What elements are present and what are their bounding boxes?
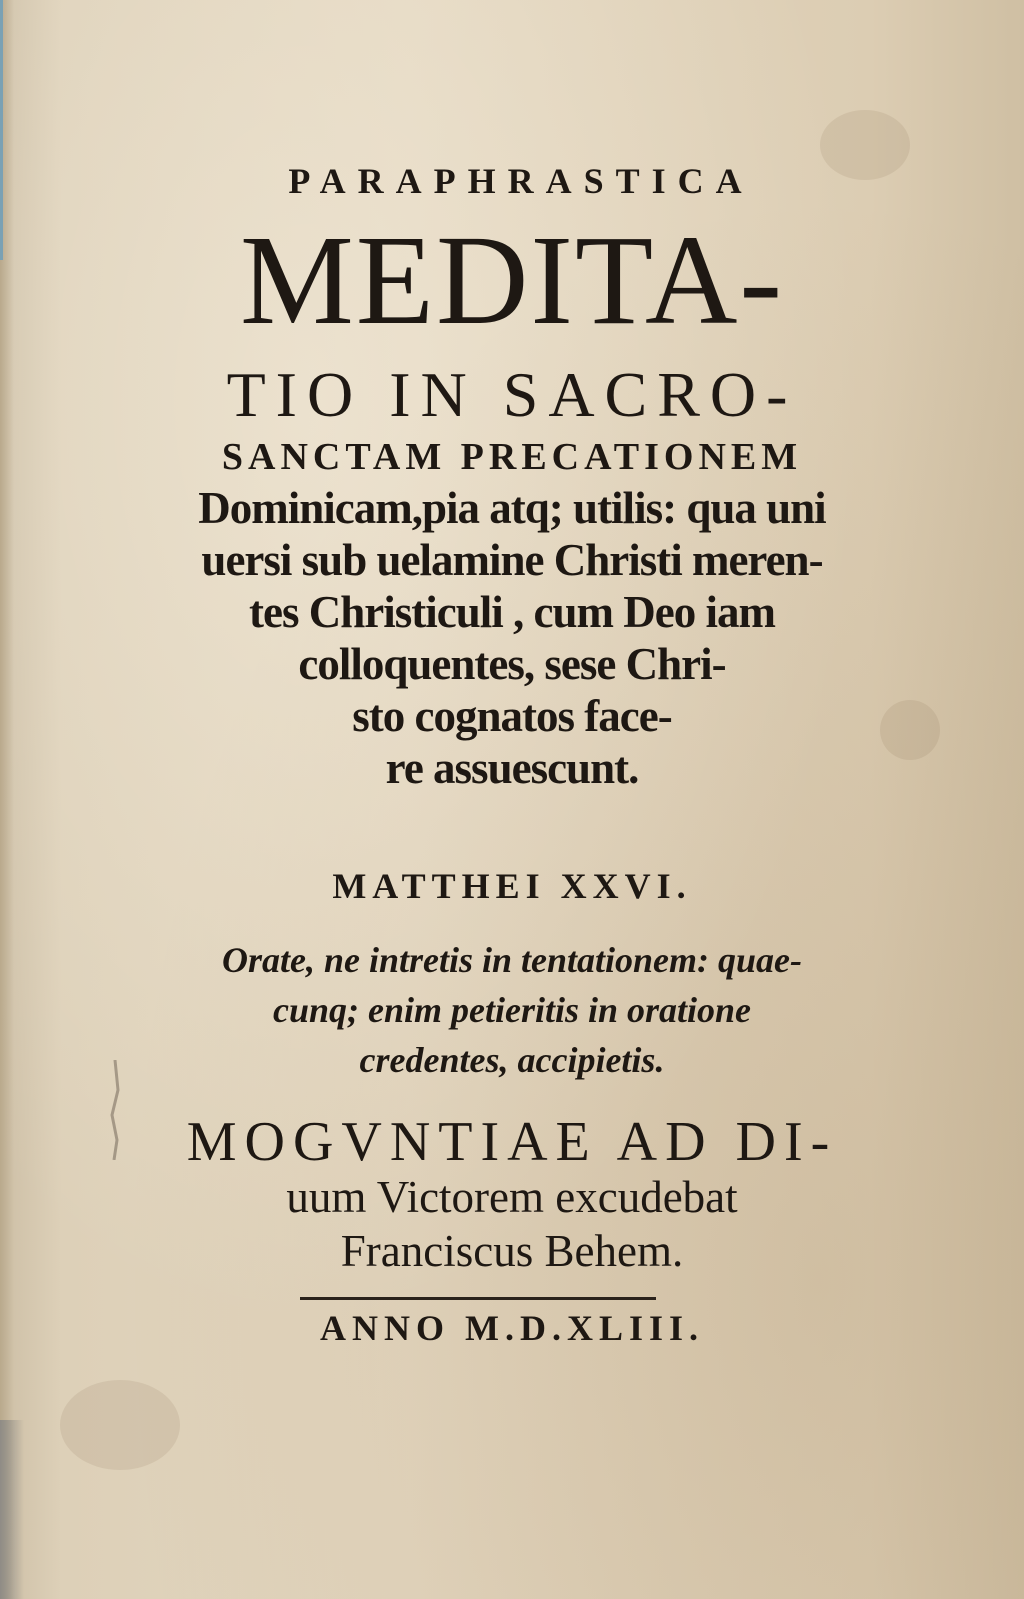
subtitle-line-5: sto cognatos face-	[352, 691, 672, 741]
subtitle-line-2: uersi sub uelamine Christi meren-	[201, 535, 823, 585]
title-line-sanctam-precationem: SANCTAM PRECATIONEM	[221, 436, 803, 478]
subtitle-line-6: re assuescunt.	[385, 743, 639, 793]
imprint-line-2: uum Victorem excudebat	[286, 1172, 738, 1222]
page-corner-shadow	[0, 1420, 24, 1599]
subtitle-line-1: Dominicam,pia atq; utilis: qua uni	[198, 483, 826, 533]
quotation-line-2: cunq; enim petieritis in oratione	[272, 990, 752, 1030]
title-line-medita: MEDITA-	[239, 209, 785, 351]
scripture-reference: MATTHEI XXVI.	[332, 866, 692, 906]
title-line-tio-in-sacro: TIO IN SACRO-	[226, 359, 798, 430]
paper-stain	[60, 1380, 180, 1470]
subtitle-line-4: colloquentes, sese Chri-	[298, 639, 726, 689]
quotation-line-3: credentes, accipietis.	[359, 1040, 665, 1080]
imprint-line-1: MOGVNTIAE AD DI-	[186, 1111, 838, 1173]
subtitle-line-3: tes Christiculi , cum Deo iam	[249, 587, 775, 637]
horizontal-rule	[300, 1297, 656, 1300]
imprint-date: ANNO M.D.XLIII.	[319, 1308, 704, 1348]
imprint-line-3: Franciscus Behem.	[340, 1226, 684, 1276]
title-line-paraphrastica: PARAPHRASTICA	[288, 161, 754, 201]
quotation-line-1: Orate, ne intretis in tentationem: quae-	[221, 940, 803, 980]
